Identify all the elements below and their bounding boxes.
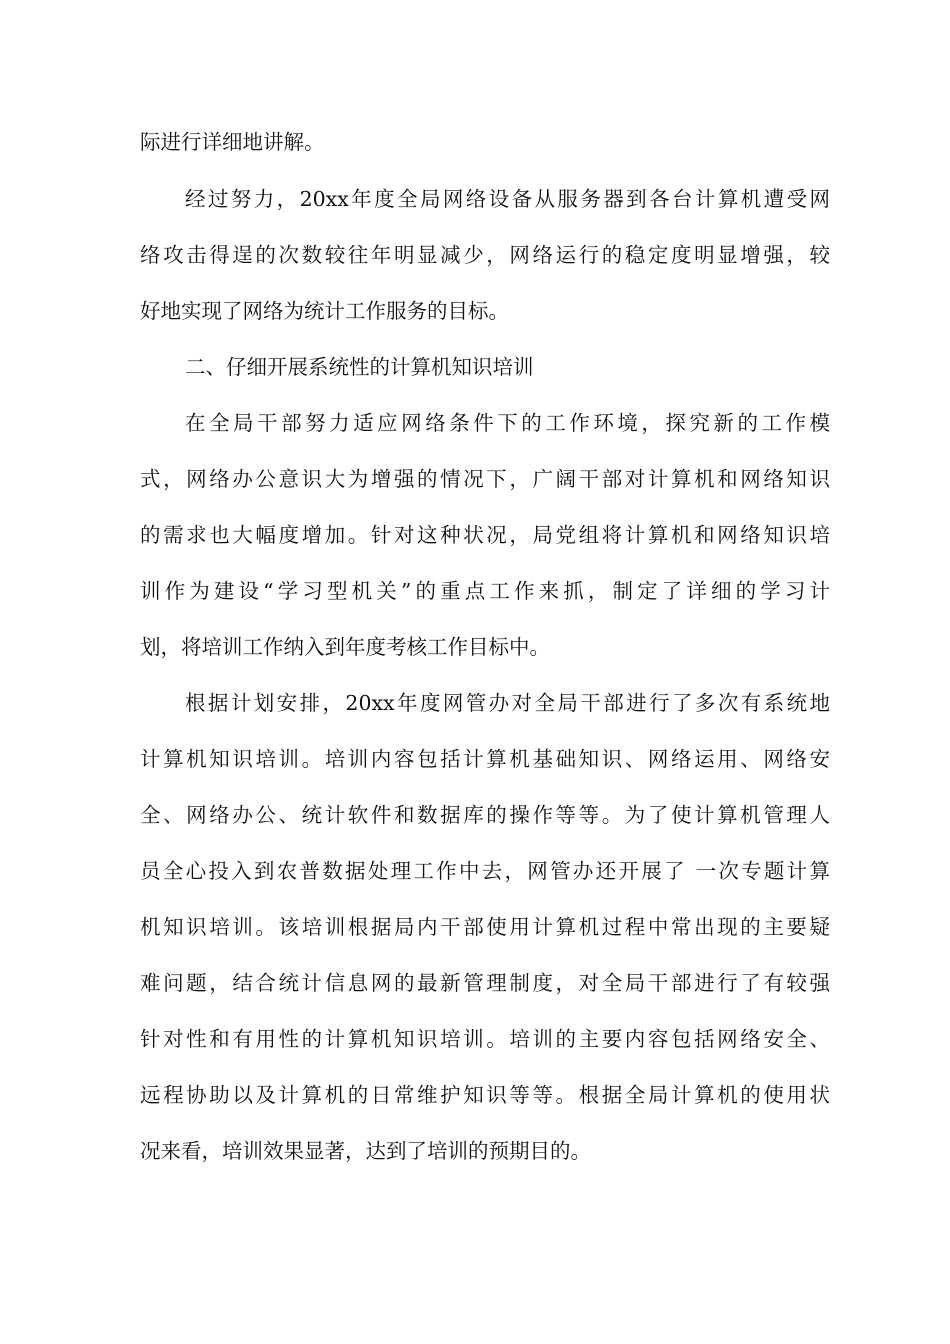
text-line: 员全心投入到农普数据处理工作中去，网管办还开展了 一次专题计算 xyxy=(140,859,830,883)
text-line: 训作为建设“学习型机关”的重点工作来抓，制定了详细的学习计 xyxy=(140,579,830,603)
text-line: 况来看，培训效果显著，达到了培训的预期目的。 xyxy=(140,1139,591,1163)
text-line: 全、网络办公、统计软件和数据库的操作等等。为了使计算机管理人 xyxy=(140,803,830,827)
text-line: 际进行详细地讲解。 xyxy=(140,130,325,154)
text-line: 针对性和有用性的计算机知识培训。培训的主要内容包括网络安全、 xyxy=(140,1027,830,1051)
text-line: 难问题，结合统计信息网的最新管理制度，对全局干部进行了有较强 xyxy=(140,971,830,995)
text-line: 络攻击得逞的次数较往年明显减少，网络运行的稳定度明显增强，较 xyxy=(140,243,830,267)
text-line: 的需求也大幅度增加。针对这种状况，局党组将计算机和网络知识培 xyxy=(140,523,830,547)
paragraph-first-line: 经过努力，20xx年度全局网络设备从服务器到各台计算机遭受网 xyxy=(185,187,830,211)
section-heading: 二、仔细开展系统性的计算机知识培训 xyxy=(185,355,534,379)
text-line: 机知识培训。该培训根据局内干部使用计算机过程中常出现的主要疑 xyxy=(140,915,830,939)
paragraph-first-line: 在全局干部努力适应网络条件下的工作环境，探究新的工作模 xyxy=(185,411,830,435)
text-line: 式，网络办公意识大为增强的情况下，广阔干部对计算机和网络知识 xyxy=(140,467,830,491)
paragraph-first-line: 根据计划安排，20xx年度网管办对全局干部进行了多次有系统地 xyxy=(185,691,830,715)
text-line: 划，将培训工作纳入到年度考核工作目标中。 xyxy=(140,635,550,659)
text-line: 计算机知识培训。培训内容包括计算机基础知识、网络运用、网络安 xyxy=(140,747,830,771)
text-line: 好地实现了网络为统计工作服务的目标。 xyxy=(140,299,509,323)
text-line: 远程协助以及计算机的日常维护知识等等。根据全局计算机的使用状 xyxy=(140,1083,830,1107)
